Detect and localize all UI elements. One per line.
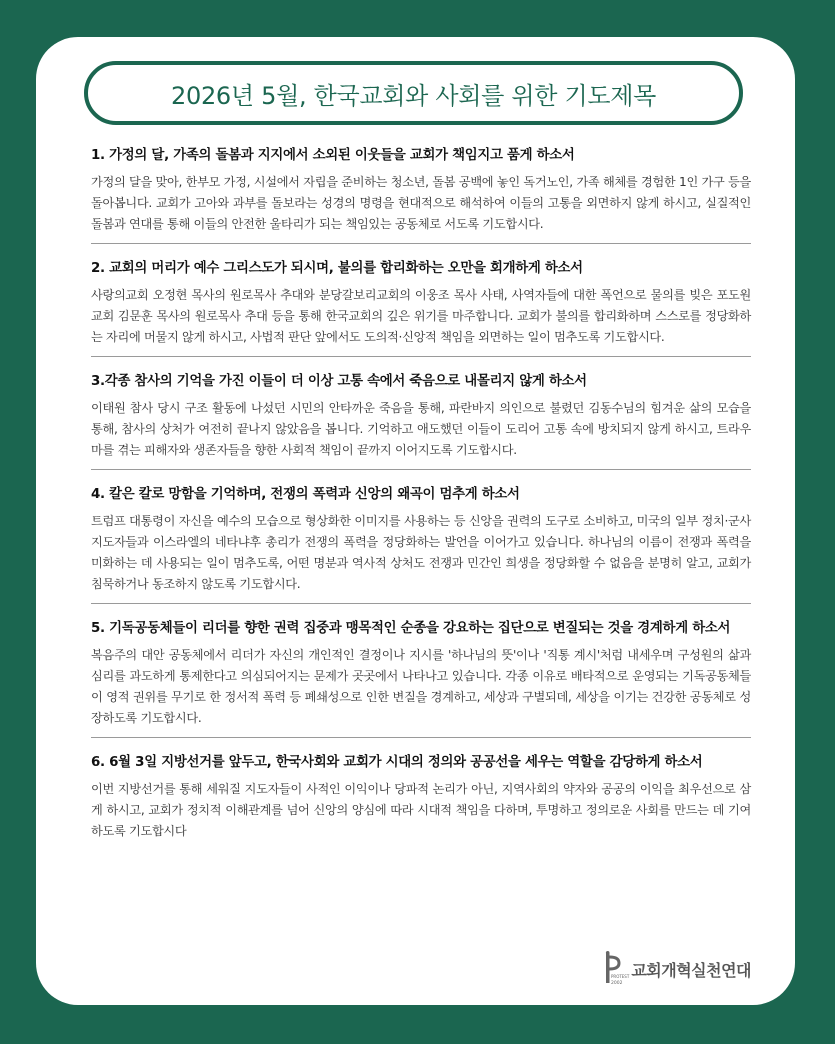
protest-logo-icon bbox=[599, 951, 630, 987]
prayer-item-1 bbox=[91, 145, 751, 235]
prayer-body: 사랑의교회 오정현 목사의 원로목사 추대와 분당갈보리교회의 이웅조 목사 사태, 사역자들에 대한 폭언으로 물의를 빚은 포도원 교회 김문훈 목사의 원로목사 추대 등을 통해 한국교회의 깊은 위기를 마주합니다. 교회가 불의를 합리화하며 스스로를 정당화하는 자리에 머물지 않게 하시고, 사법적 판단 앞에서도 도의적·신앙적 책임을 외면하는 일이 멈추도록 기도합시다. bbox=[91, 288, 751, 344]
divider bbox=[91, 737, 751, 738]
logo-mark-top: PROTEST bbox=[611, 974, 630, 979]
organization-logo bbox=[599, 951, 751, 987]
prayer-item-3 bbox=[91, 371, 751, 461]
divider bbox=[91, 243, 751, 244]
prayer-body: 트럼프 대통령이 자신을 예수의 모습으로 형상화한 이미지를 사용하는 등 신앙을 권력의 도구로 소비하고, 미국의 일부 정치·군사 지도자들과 이스라엘의 네타냐후 총리가 전쟁의 폭력을 정당화하는 발언을 이어가고 있습니다. 하나님의 이름이 전쟁과 폭력을 미화하는 데 사용되는 일이 멈추도록, 어떤 명분과 역사적 상처도 전쟁과 민간인 희생을 정당화할 수 없음을 분명히 알고, 교회가 침묵하거나 동조하지 않도록 기도합시다. bbox=[91, 514, 751, 591]
prayer-heading: 3.각종 참사의 기억을 가진 이들이 더 이상 고통 속에서 죽음으로 내몰리지 않게 하소서 bbox=[91, 374, 587, 389]
divider bbox=[91, 603, 751, 604]
prayer-item-4 bbox=[91, 484, 751, 595]
title-banner bbox=[84, 61, 743, 125]
prayer-heading: 6. 6월 3일 지방선거를 앞두고, 한국사회와 교회가 시대의 정의와 공공선을 세우는 역할을 감당하게 하소서 bbox=[91, 755, 703, 770]
prayer-item-5 bbox=[91, 618, 751, 729]
logo-mark-bottom: 2002 bbox=[611, 981, 623, 986]
prayer-body: 이번 지방선거를 통해 세워질 지도자들이 사적인 이익이나 당파적 논리가 아닌, 지역사회의 약자와 공공의 이익을 최우선으로 삼게 하시고, 교회가 정치적 이해관계를 넘어 신앙의 양심에 따라 시대적 책임을 다하며, 투명하고 정의로운 사회를 만드는 데 기여하도록 기도합시다 bbox=[91, 782, 751, 838]
prayer-heading: 4. 칼은 칼로 망함을 기억하며, 전쟁의 폭력과 신앙의 왜곡이 멈추게 하소서 bbox=[91, 487, 520, 502]
prayer-heading: 5. 기독공동체들이 리더를 향한 권력 집중과 맹목적인 순종을 강요하는 집단으로 변질되는 것을 경계하게 하소서 bbox=[91, 621, 731, 636]
prayer-body: 복음주의 대안 공동체에서 리더가 자신의 개인적인 결정이나 지시를 '하나님의 뜻'이나 '직통 계시'처럼 내세우며 구성원의 삶과 심리를 과도하게 통제한다고 의심되어지는 문제가 곳곳에서 나타나고 있습니다. 각종 이유로 배타적으로 운영되는 기독공동체들이 영적 권위를 무기로 한 정서적 폭력 등 폐쇄성으로 인한 변질을 경계하고, 세상과 구별되데, 세상을 이기는 건강한 공동체로 성장하도록 기도합시다. bbox=[91, 648, 751, 725]
prayer-heading: 2. 교회의 머리가 예수 그리스도가 되시며, 불의를 합리화하는 오만을 회개하게 하소서 bbox=[91, 261, 583, 276]
divider bbox=[91, 356, 751, 357]
organization-name: 교회개혁실천연대 bbox=[631, 960, 751, 980]
prayer-heading: 1. 가정의 달, 가족의 돌봄과 지지에서 소외된 이웃들을 교회가 책임지고 품게 하소서 bbox=[91, 148, 575, 163]
prayer-body: 이태원 참사 당시 구조 활동에 나섰던 시민의 안타까운 죽음을 통해, 파란바지 의인으로 불렸던 김동수님의 힘겨운 삶의 모습을 통해, 참사의 상처가 여전히 끝나지 않았음을 봅니다. 기억하고 애도했던 이들이 도리어 고통 속에 방치되지 않게 하시고, 트라우마를 겪는 피해자와 생존자들을 향한 사회적 책임이 끝까지 이어지도록 기도합시다. bbox=[91, 401, 751, 457]
prayer-card bbox=[36, 37, 795, 1005]
prayer-item-2 bbox=[91, 258, 751, 348]
page-title: 2026년 5월, 한국교회와 사회를 위한 기도제목 bbox=[171, 81, 656, 110]
prayer-body: 가정의 달을 맞아, 한부모 가정, 시설에서 자립을 준비하는 청소년, 돌봄 공백에 놓인 독거노인, 가족 해체를 경험한 1인 가구 등을 돌아봅니다. 교회가 고아와 과부를 돌보라는 성경의 명령을 현대적으로 해석하여 이들의 고통을 외면하지 않게 하시고, 실질적인 돌봄과 연대를 통해 이들의 안전한 울타리가 되는 책임있는 공동체로 서도록 기도합시다. bbox=[91, 175, 751, 231]
prayer-item-6 bbox=[91, 752, 751, 842]
prayer-list bbox=[91, 145, 751, 842]
divider bbox=[91, 469, 751, 470]
